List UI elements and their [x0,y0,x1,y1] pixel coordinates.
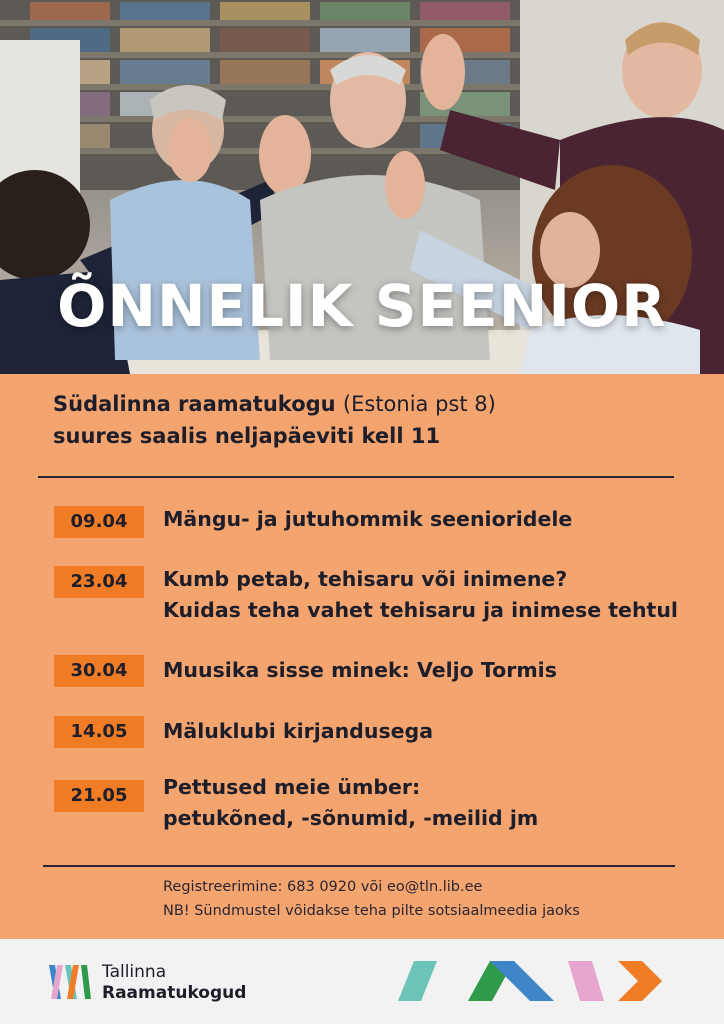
event-title-line: Muusika sisse minek: Veljo Tormis [163,658,557,682]
pink-slash-shape [568,961,604,1001]
library-logo-icon [47,961,93,1003]
venue-line [53,388,693,420]
venue-schedule: suures saalis neljapäeviti kell 11 [53,424,441,448]
venue-name: Südalinna raamatukogu [53,392,336,416]
hero-photo [0,0,724,374]
logo-line-2: Raamatukogud [102,983,247,1003]
event-title-line: petukõned, -sõnumid, -meilid jm [163,806,539,830]
event-title-line: Kuidas teha vahet tehisaru ja inimese tehtul [163,598,678,622]
venue-info [53,388,693,452]
event-title-line: Pettused meie ümber: [163,775,421,799]
event-title [163,564,723,626]
registration-note: Registreerimine: 683 0920 või eo@tln.lib.ee [163,879,483,895]
teal-slash-shape [398,961,437,1001]
footer-bar [0,939,724,1024]
event-date: 21.05 [54,780,144,812]
event-title [163,504,723,535]
event-title-line: Kumb petab, tehisaru või inimene? [163,567,568,591]
event-title-line: Mängu- ja jutuhommik seenioridele [163,507,573,531]
event-date: 09.04 [54,506,144,538]
logo-line-1: Tallinna [102,962,167,982]
library-logo-text [102,962,246,1004]
event-title [163,772,723,834]
event-date: 14.05 [54,716,144,748]
venue-address: (Estonia pst 8) [342,392,496,416]
event-title [163,655,723,686]
event-title [163,716,723,747]
poster-title: ÕNNELIK SEENIOR [57,272,667,340]
divider-top [38,476,674,478]
orange-arrow-shape [618,961,662,1001]
event-date: 30.04 [54,655,144,687]
photo-notice: NB! Sündmustel võidakse teha pilte sotsiaalmeedia jaoks [163,903,580,919]
divider-bottom [43,865,675,867]
brand-shapes-graphic [396,957,666,1005]
event-title-line: Mäluklubi kirjandusega [163,719,434,743]
event-date: 23.04 [54,566,144,598]
